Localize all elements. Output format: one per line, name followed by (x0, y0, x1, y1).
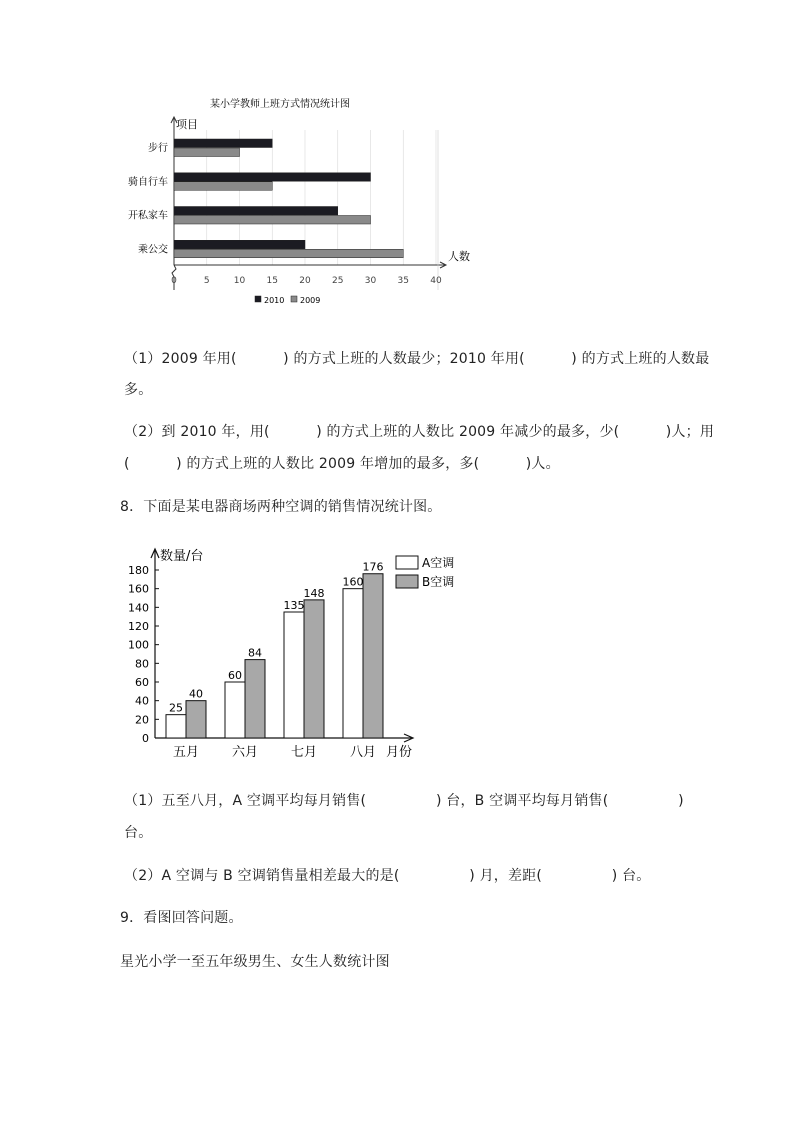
q7-part2-line2: ( ) 的方式上班的人数比 2009 年增加的最多，多( )人。 (124, 456, 560, 472)
chart1-category-label: 骑自行车 (128, 176, 168, 188)
chart1-category-label: 乘公交 (138, 244, 168, 256)
chart2-tick-label: 180 (128, 564, 149, 577)
q7-part2-line1: （2）到 2010 年，用( ) 的方式上班的人数比 2009 年减少的最多，少( )人；用 (124, 424, 715, 440)
chart2-legend-swatch (396, 575, 418, 588)
chart2-category-label: 八月 (349, 745, 377, 760)
chart2-data-label: 84 (248, 646, 262, 660)
chart2-data-label: 135 (283, 599, 305, 612)
chart2-bars (166, 574, 383, 738)
chart2-tick-label: 120 (128, 620, 149, 633)
q8-heading: 8．下面是某电器商场两种空调的销售情况统计图。 (120, 499, 442, 515)
chart1-bar (174, 207, 338, 216)
q8-part1-line2: 台。 (124, 825, 153, 841)
q8-part1-line1: （1）五至八月，A 空调平均每月销售( ) 台，B 空调平均每月销售( ) (124, 793, 684, 809)
chart1-bar (174, 148, 240, 157)
chart1-tick-label: 30 (364, 276, 377, 286)
chart2-tick-label: 100 (128, 638, 149, 652)
chart1-legend (255, 296, 320, 305)
chart2-data-label: 60 (228, 669, 242, 682)
q8-part2-line1: （2）A 空调与 B 空调销售量相差最大的是( ) 月，差距( ) 台。 (124, 868, 651, 884)
chart1-tick-label: 25 (332, 276, 344, 286)
chart1-tick-label: 0 (171, 276, 177, 286)
chart2-category-label: 七月 (290, 745, 318, 760)
chart1-bar (174, 240, 305, 249)
chart2-bar (363, 574, 383, 738)
commute-bar-chart (120, 90, 480, 315)
chart2-legend-label: A空调 (422, 556, 455, 570)
chart1-tick-label: 40 (430, 276, 442, 286)
chart2-legend-swatch (396, 556, 418, 569)
chart1-tick-label: 35 (397, 276, 409, 286)
chart1-bar (174, 182, 272, 191)
chart2-tick-label: 40 (135, 694, 149, 708)
chart1-title: 某小学教师上班方式情况统计图 (210, 99, 350, 110)
chart2-bar (343, 589, 363, 738)
chart2-data-label: 40 (189, 687, 203, 701)
chart2-data-label: 148 (303, 586, 325, 600)
chart1-category-label: 步行 (148, 143, 168, 154)
chart1-tick-label: 15 (266, 276, 278, 286)
chart2-tick-labels (128, 564, 149, 745)
chart2-category-label: 五月 (172, 745, 200, 760)
q7-part1-line2: 多。 (124, 382, 153, 398)
chart2-legend (396, 555, 454, 589)
chart1-bar (174, 216, 371, 225)
chart1-bar (174, 173, 371, 182)
chart2-bar (225, 682, 245, 738)
chart2-y-axis-label: 数量/台 (160, 549, 204, 564)
q9-chart-caption: 星光小学一至五年级男生、女生人数统计图 (120, 954, 390, 970)
chart1-legend-swatch (255, 296, 261, 302)
chart2-tick-label: 80 (135, 657, 149, 671)
chart2-bar (304, 600, 324, 738)
chart1-tick-label: 5 (203, 276, 210, 286)
q9-heading: 9．看图回答问题。 (120, 910, 243, 926)
chart2-data-label: 160 (342, 575, 364, 589)
chart1-bars (174, 139, 403, 258)
chart2-category-labels (173, 745, 376, 760)
chart1-category-labels (128, 141, 168, 255)
chart2-tick-label: 20 (135, 713, 149, 727)
chart2-x-axis-label: 月份 (386, 745, 413, 760)
chart2-tick-label: 0 (142, 732, 149, 745)
chart2-bar (284, 612, 304, 738)
chart1-bar (174, 249, 403, 258)
chart2-tick-label: 60 (135, 676, 149, 689)
chart1-tick-label: 20 (299, 276, 311, 286)
chart2-legend-label: B空调 (422, 575, 455, 589)
chart1-bar (174, 139, 272, 148)
chart2-tick-label: 140 (128, 601, 149, 615)
chart2-bar (186, 701, 206, 738)
chart1-legend-label: 2009 (300, 296, 321, 305)
chart2-data-label: 176 (362, 560, 384, 574)
q7-part1-line1: （1）2009 年用( ) 的方式上班的人数最少；2010 年用( ) 的方式上班的人数最 (124, 351, 710, 367)
chart1-category-label: 开私家车 (128, 210, 168, 222)
chart1-tick-label: 10 (233, 276, 246, 286)
chart2-data-label: 25 (169, 701, 183, 715)
chart1-x-axis-label: 人数 (448, 250, 470, 263)
chart1-legend-swatch (291, 296, 297, 302)
chart2-bar (166, 715, 186, 738)
chart2-category-label: 六月 (231, 745, 259, 760)
chart2-tick-label: 160 (128, 582, 149, 596)
chart1-legend-label: 2010 (264, 296, 285, 305)
chart1-tick-labels (171, 276, 442, 286)
aircon-bar-chart (120, 540, 480, 775)
chart2-bar (245, 660, 265, 738)
chart1-y-axis-label: 项目 (176, 118, 198, 131)
